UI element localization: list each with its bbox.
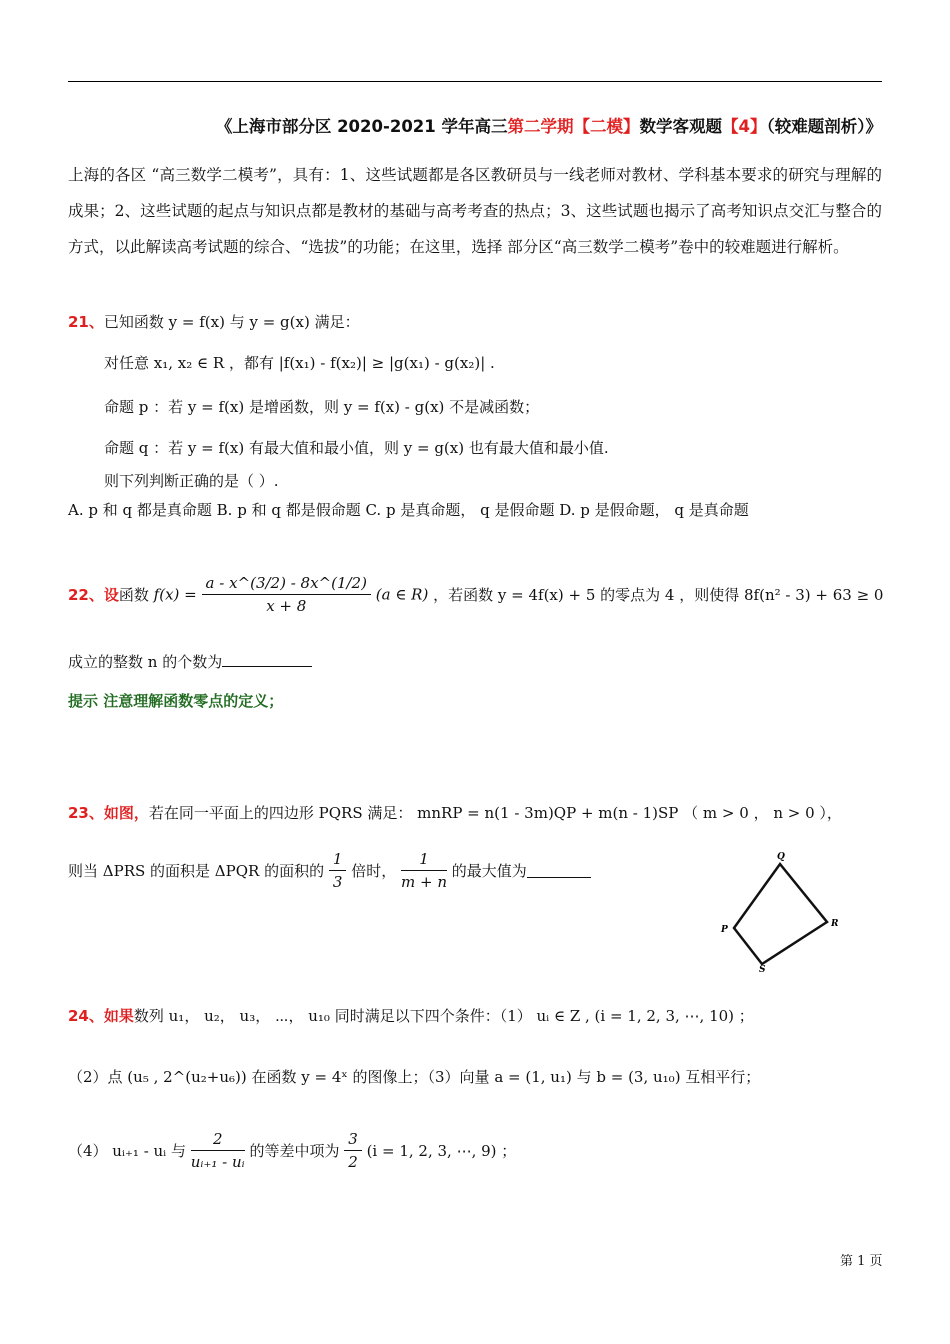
q24-line3c: (i = 1, 2, 3, ⋯, 9) ； (366, 1142, 517, 1160)
q21-line5: 则下列判断正确的是（ ）. (104, 472, 279, 490)
q22-hint: 提示 注意理解函数零点的定义； (68, 692, 284, 710)
q24-line3a: （4） uᵢ₊₁ - uᵢ 与 (68, 1142, 186, 1160)
q23-line2b: 倍时， (351, 862, 397, 880)
q23-line2c: 的最大值为 (451, 862, 527, 880)
q22-fraction (202, 574, 371, 615)
q23-frac1-den: 3 (332, 873, 343, 891)
q22-domain: (a ∈ R) (375, 585, 429, 604)
q23-frac2-den: m + n (401, 873, 447, 891)
q21-line2: 对任意 x₁, x₂ ∈ R ，都有 |f(x₁) - f(x₂)| ≥ |g(x₁) - g(x₂)| . (104, 354, 495, 372)
q24-number: 24、如果 (68, 1007, 134, 1025)
q23-fraction2 (401, 850, 447, 891)
q21-line4: 命题 q ：若 y = f(x) 有最大值和最小值，则 y = g(x) 也有最大值和最小值. (104, 439, 609, 457)
q23-fraction1 (329, 850, 347, 891)
q24-line2: （2）点 (u₅ , 2^(u₂+u₆)) 在函数 y = 4ˣ 的图像上；（3）向量 a = (1, u₁) 与 b = (3, u₁₀) 互相平行； (68, 1068, 761, 1086)
q22-denominator: x + 8 (266, 597, 307, 615)
title-part5: （较难题剖析）》 (766, 117, 882, 136)
q24-frac2-num: 3 (344, 1130, 362, 1151)
q21-number: 21、 (68, 313, 104, 331)
q24-line1: 数列 u₁， u₂， u₃， ⋯， u₁₀ 同时满足以下四个条件：（1） uᵢ ∈ Z , (i = 1, 2, 3, ⋯, 10) ； (133, 1007, 754, 1025)
q24-line3b: 的等差中项为 (249, 1142, 340, 1160)
q22-stem (68, 574, 883, 630)
page-title (68, 113, 882, 137)
q21-line1: 已知函数 y = f(x) 与 y = g(x) 满足： (103, 313, 360, 331)
q24-fraction1 (191, 1130, 245, 1171)
q24-fraction2 (344, 1130, 362, 1171)
q22-text2: ，若函数 y = 4f(x) + 5 的零点为 4 ，则使得 8f(n² - 3) + 63 ≥ 0 (433, 586, 884, 604)
title-part4: 【4】 (722, 117, 767, 136)
q23-frac1-num: 1 (329, 850, 347, 871)
q22-number: 22、设 (68, 586, 119, 604)
q23-line1: 若在同一平面上的四边形 PQRS 满足： mnRP = n(1 - 3m)QP + m(n - 1)SP （ m > 0 ， n > 0 ）， (148, 804, 842, 822)
q22-line2-text: 成立的整数 n 的个数为 (68, 653, 223, 671)
q24-stem (68, 1005, 754, 1026)
q24-frac1-num: 2 (191, 1130, 245, 1151)
q23-frac2-num: 1 (401, 850, 447, 871)
label-q: Q (777, 852, 785, 862)
label-r: R (831, 919, 839, 929)
q23-stem (68, 802, 842, 823)
q24-line3 (68, 1130, 516, 1178)
q22-fx: f(x) = (153, 585, 197, 604)
q22-line2 (68, 651, 312, 672)
title-part2: 第二学期【二模】 (507, 117, 640, 136)
q24-frac2-den: 2 (348, 1153, 358, 1171)
q24-frac1-den: uᵢ₊₁ - uᵢ (190, 1153, 245, 1171)
label-s: S (759, 965, 766, 972)
title-part3: 数学客观题 (639, 117, 723, 136)
label-p: P (721, 925, 728, 935)
q21-options: A. p 和 q 都是真命题 B. p 和 q 都是假命题 C. p 是真命题， q 是假命题 D. p 是假命题， q 是真命题 (68, 501, 749, 519)
q23-answer-blank[interactable] (527, 863, 591, 878)
title-part1: 《上海市部分区 2020-2021 学年高三 (215, 117, 508, 136)
q22-numerator: a - x^(3/2) - 8x^(1/2) (202, 574, 371, 595)
quadrilateral-figure (712, 848, 844, 972)
q21-stem (68, 311, 360, 332)
quadrilateral-pqrs (734, 864, 827, 964)
q22-text1: 函数 (118, 586, 149, 604)
q22-answer-blank[interactable] (222, 652, 312, 667)
header-rule (68, 81, 882, 82)
q23-line2 (68, 850, 591, 896)
q23-number: 23、如图， (68, 804, 149, 822)
page-number: 第 1 页 (840, 1254, 883, 1269)
q21-line3: 命题 p ：若 y = f(x) 是增函数，则 y = f(x) - g(x) 不是减函数； (104, 398, 540, 416)
q23-line2a: 则当 ΔPRS 的面积是 ΔPQR 的面积的 (68, 862, 325, 880)
intro-paragraph: 上海的各区 “高三数学二模考”，具有：1、这些试题都是各区教研员与一线老师对教材、学科基本要求的研究与理解的成果；2、这些试题的起点与知识点都是教材的基础与高考考查的热点；3、这些试题也揭示了高考知识点交汇与整合的方式，以此解读高考试题的综合、“选拔”的功能；在这里，选择 部分区“高三数学二模考”卷中的较难题进行解析。 (68, 166, 882, 256)
